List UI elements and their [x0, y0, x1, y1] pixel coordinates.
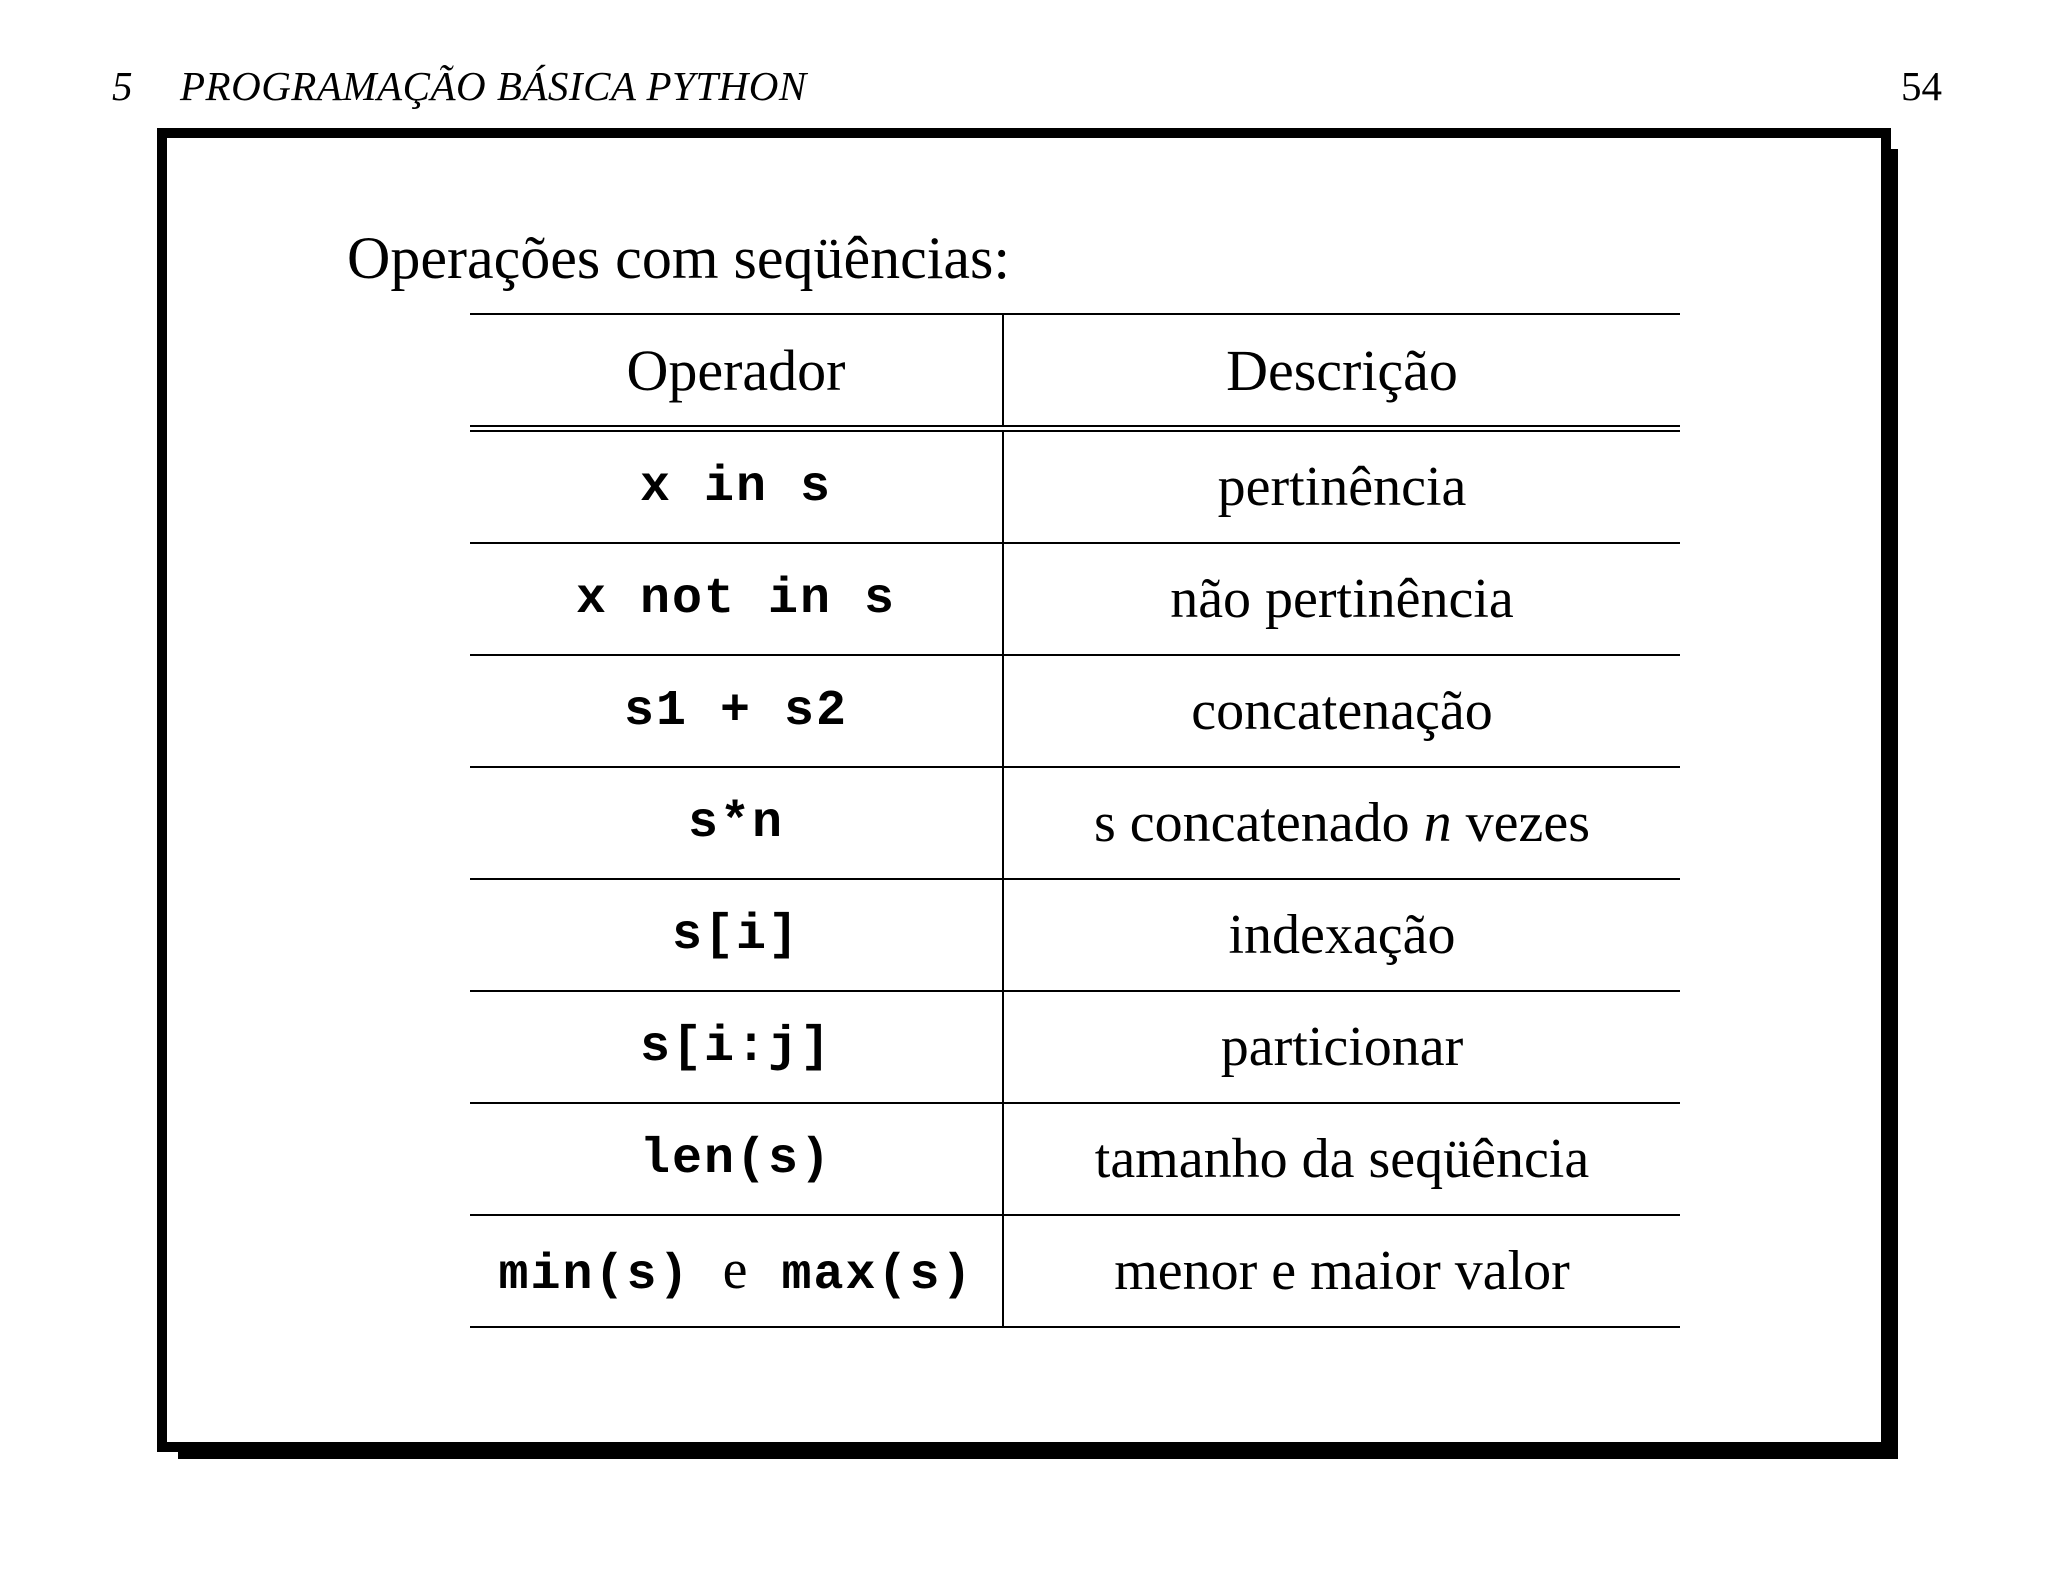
operator-cell: x in s — [470, 429, 1003, 544]
table-row — [470, 543, 1680, 655]
slide-frame — [157, 128, 1891, 1452]
description-cell: menor e maior valor — [1003, 1215, 1680, 1327]
description-cell: concatenação — [1003, 655, 1680, 767]
operator-cell: len(s) — [470, 1103, 1003, 1215]
table-header-row — [470, 314, 1680, 429]
operator-max: max(s) — [781, 1247, 974, 1304]
operator-min: min(s) — [498, 1247, 691, 1304]
operations-table — [470, 313, 1680, 1328]
operator-cell: s*n — [470, 767, 1003, 879]
description-variable: n — [1423, 792, 1452, 854]
header-operator: Operador — [470, 314, 1003, 429]
description-cell: indexação — [1003, 879, 1680, 991]
operator-cell: s[i] — [470, 879, 1003, 991]
table-row — [470, 429, 1680, 544]
table-row — [470, 655, 1680, 767]
description-text-before: s concatenado — [1094, 792, 1410, 854]
operator-cell — [470, 1215, 1003, 1327]
description-cell: particionar — [1003, 991, 1680, 1103]
operator-cell: s1 + s2 — [470, 655, 1003, 767]
frame-title: Operações com seqüências: — [347, 225, 1011, 291]
table-row — [470, 1103, 1680, 1215]
running-head — [112, 56, 1942, 116]
section-number: 5 — [112, 63, 133, 109]
description-cell — [1003, 767, 1680, 879]
table-row — [470, 879, 1680, 991]
header-description: Descrição — [1003, 314, 1680, 429]
table-row — [470, 767, 1680, 879]
table-row — [470, 1215, 1680, 1327]
description-cell: tamanho da seqüência — [1003, 1103, 1680, 1215]
table-row — [470, 991, 1680, 1103]
operator-cell: s[i:j] — [470, 991, 1003, 1103]
description-cell: pertinência — [1003, 429, 1680, 544]
page-number: 54 — [1901, 63, 1942, 109]
section-title: PROGRAMAÇÃO BÁSICA PYTHON — [180, 63, 807, 109]
operator-cell: x not in s — [470, 543, 1003, 655]
description-text-after: vezes — [1465, 792, 1590, 854]
operator-separator: e — [722, 1239, 750, 1301]
description-cell: não pertinência — [1003, 543, 1680, 655]
